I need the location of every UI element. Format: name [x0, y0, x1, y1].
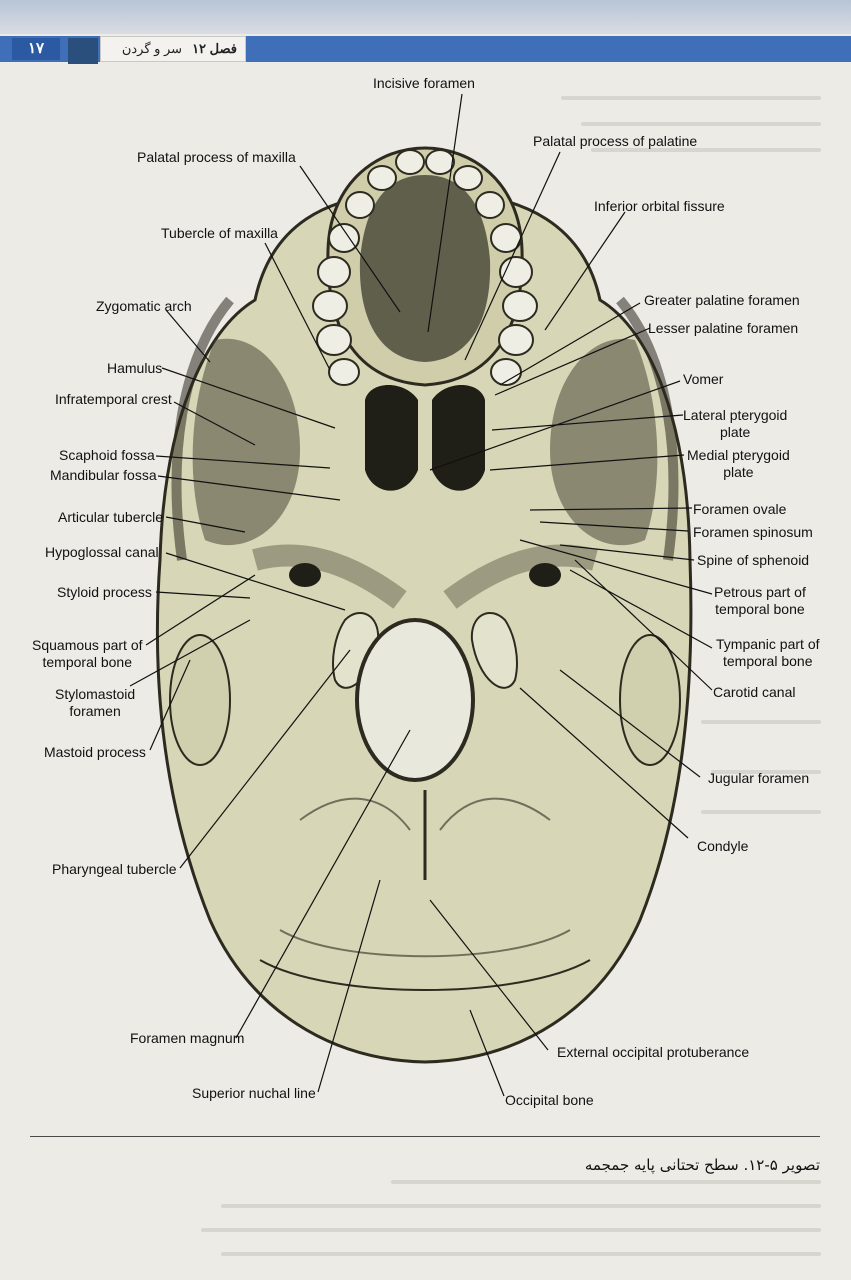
label-hypoglossal-canal: Hypoglossal canal — [45, 544, 159, 560]
label-vomer: Vomer — [683, 371, 724, 387]
label-lateral-pterygoid-plate: Lateral pterygoid plate — [683, 407, 788, 440]
label-articular-tubercle: Articular tubercle — [58, 509, 164, 525]
label-palatal-process-maxilla: Palatal process of maxilla — [137, 149, 296, 165]
label-palatal-process-palatine: Palatal process of palatine — [533, 133, 698, 149]
label-zygomatic-arch: Zygomatic arch — [96, 298, 192, 314]
label-tubercle-maxilla: Tubercle of maxilla — [161, 225, 278, 241]
figure-caption: تصویر ۵-۱۲. سطح تحتانی پایه جمجمه — [584, 1156, 820, 1174]
label-foramen-magnum: Foramen magnum — [130, 1030, 245, 1046]
label-occipital-bone: Occipital bone — [505, 1092, 594, 1108]
label-stylomastoid-foramen: Stylomastoid foramen — [55, 686, 136, 719]
label-greater-palatine-foramen: Greater palatine foramen — [644, 292, 800, 308]
label-styloid-process: Styloid process — [57, 584, 152, 600]
chapter-title: سر و گردن — [121, 41, 183, 56]
label-external-occipital-protuberance: External occipital protuberance — [557, 1044, 750, 1060]
label-medial-pterygoid-plate: Medial pterygoid plate — [687, 447, 790, 480]
chapter-label: فصل ۱۲ — [192, 41, 237, 56]
label-lesser-palatine-foramen: Lesser palatine foramen — [648, 320, 799, 336]
label-squamous-part: Squamous part of temporal bone — [32, 637, 143, 670]
label-carotid-canal: Carotid canal — [713, 684, 796, 700]
label-spine-sphenoid: Spine of sphenoid — [697, 552, 810, 568]
label-incisive-foramen: Incisive foramen — [373, 75, 475, 91]
label-mastoid-process: Mastoid process — [44, 744, 146, 760]
label-foramen-ovale: Foramen ovale — [693, 501, 787, 517]
foramen-magnum — [357, 620, 473, 780]
label-mandibular-fossa: Mandibular fossa — [50, 467, 157, 483]
label-pharyngeal-tubercle: Pharyngeal tubercle — [52, 861, 177, 877]
label-condyle: Condyle — [697, 838, 749, 854]
page-number: ۱۷ — [12, 38, 60, 60]
label-tympanic-part: Tympanic part of temporal bone — [716, 636, 820, 669]
caption-divider — [30, 1136, 820, 1137]
label-inferior-orbital-fissure: Inferior orbital fissure — [594, 198, 725, 214]
label-petrous-part: Petrous part of temporal bone — [714, 584, 806, 617]
label-jugular-foramen: Jugular foramen — [708, 770, 810, 786]
label-hamulus: Hamulus — [107, 360, 163, 376]
label-scaphoid-fossa: Scaphoid fossa — [59, 447, 155, 463]
label-foramen-spinosum: Foramen spinosum — [693, 524, 813, 540]
label-infratemporal-crest: Infratemporal crest — [55, 391, 172, 407]
label-superior-nuchal-line: Superior nuchal line — [192, 1085, 316, 1101]
